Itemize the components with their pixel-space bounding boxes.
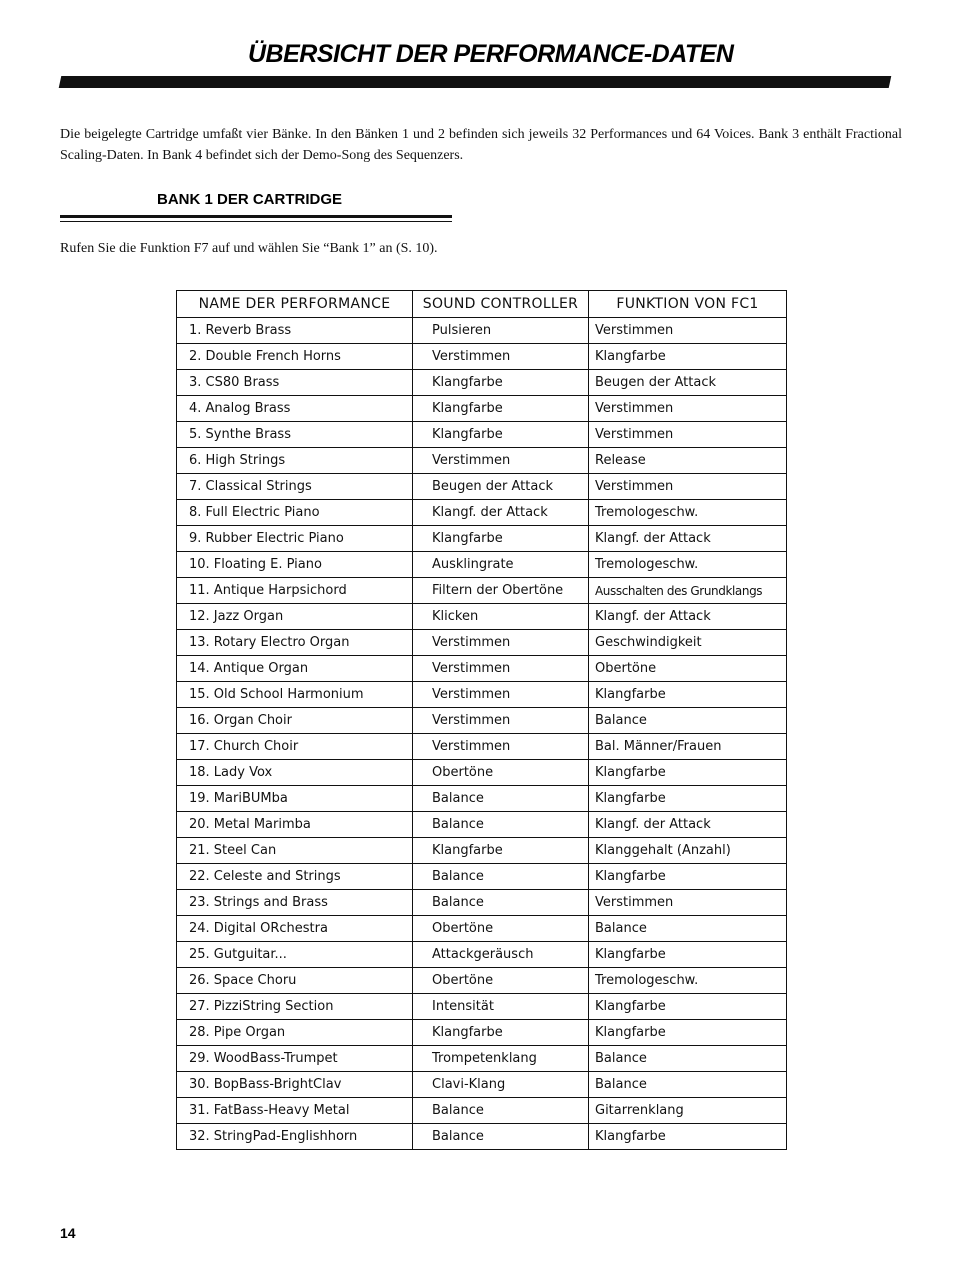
fc1-function-cell: Klangf. der Attack: [589, 604, 787, 630]
sound-controller-cell: Verstimmen: [413, 448, 589, 474]
performance-name-cell: 15. Old School Harmonium: [177, 682, 413, 708]
fc1-function-cell: Obertöne: [589, 656, 787, 682]
fc1-function-cell: Balance: [589, 916, 787, 942]
sound-controller-cell: Balance: [413, 1098, 589, 1124]
fc1-function-cell: Klangfarbe: [589, 760, 787, 786]
table-row: [177, 838, 787, 864]
performance-name-cell: 3. CS80 Brass: [177, 370, 413, 396]
table-row: [177, 682, 787, 708]
performance-name-cell: 16. Organ Choir: [177, 708, 413, 734]
performance-name-cell: 5. Synthe Brass: [177, 422, 413, 448]
performance-name-cell: 21. Steel Can: [177, 838, 413, 864]
table-row: [177, 656, 787, 682]
sound-controller-cell: Pulsieren: [413, 318, 589, 344]
fc1-function-cell: Verstimmen: [589, 318, 787, 344]
sound-controller-cell: Verstimmen: [413, 344, 589, 370]
sound-controller-cell: Beugen der Attack: [413, 474, 589, 500]
sound-controller-cell: Verstimmen: [413, 708, 589, 734]
performance-table: [176, 290, 787, 1150]
table-row: [177, 994, 787, 1020]
fc1-function-cell: Verstimmen: [589, 422, 787, 448]
performance-name-cell: 29. WoodBass-Trumpet: [177, 1046, 413, 1072]
instruction-text: Rufen Sie die Funktion F7 auf und wählen Sie “Bank 1” an (S. 10).: [60, 241, 438, 256]
section-rule-thin: [60, 221, 452, 222]
sound-controller-cell: Filtern der Obertöne: [413, 578, 589, 604]
sound-controller-cell: Intensität: [413, 994, 589, 1020]
sound-controller-cell: Obertöne: [413, 916, 589, 942]
table-row: [177, 396, 787, 422]
sound-controller-cell: Ausklingrate: [413, 552, 589, 578]
sound-controller-cell: Balance: [413, 812, 589, 838]
performance-name-cell: 14. Antique Organ: [177, 656, 413, 682]
sound-controller-cell: Trompetenklang: [413, 1046, 589, 1072]
fc1-function-cell: Balance: [589, 1072, 787, 1098]
sound-controller-cell: Klangf. der Attack: [413, 500, 589, 526]
fc1-function-cell: Balance: [589, 708, 787, 734]
table-row: [177, 812, 787, 838]
fc1-function-cell: Klangfarbe: [589, 344, 787, 370]
performance-name-cell: 22. Celeste and Strings: [177, 864, 413, 890]
table-row: [177, 1098, 787, 1124]
table-row: [177, 578, 787, 604]
sound-controller-cell: Attackgeräusch: [413, 942, 589, 968]
sound-controller-cell: Klangfarbe: [413, 422, 589, 448]
fc1-function-cell: Geschwindigkeit: [589, 630, 787, 656]
sound-controller-cell: Balance: [413, 890, 589, 916]
performance-name-cell: 19. MariBUMba: [177, 786, 413, 812]
sound-controller-cell: Obertöne: [413, 968, 589, 994]
table-row: [177, 942, 787, 968]
table-row: [177, 344, 787, 370]
performance-name-cell: 28. Pipe Organ: [177, 1020, 413, 1046]
fc1-function-cell: Balance: [589, 1046, 787, 1072]
performance-name-cell: 23. Strings and Brass: [177, 890, 413, 916]
title-underline-bar: [59, 76, 892, 88]
fc1-function-cell: Klangfarbe: [589, 864, 787, 890]
fc1-function-cell: Beugen der Attack: [589, 370, 787, 396]
fc1-function-cell: Bal. Männer/Frauen: [589, 734, 787, 760]
table-row: [177, 604, 787, 630]
sound-controller-cell: Balance: [413, 1124, 589, 1150]
table-row: [177, 1124, 787, 1150]
table-row: [177, 864, 787, 890]
fc1-function-cell: Klangfarbe: [589, 942, 787, 968]
performance-name-cell: 24. Digital ORchestra: [177, 916, 413, 942]
table-row: [177, 734, 787, 760]
section-heading: BANK 1 DER CARTRIDGE: [157, 191, 343, 208]
table-header-row: [177, 291, 787, 318]
fc1-function-cell: Klangfarbe: [589, 1020, 787, 1046]
sound-controller-cell: Klicken: [413, 604, 589, 630]
sound-controller-cell: Verstimmen: [413, 682, 589, 708]
table-row: [177, 890, 787, 916]
table-row: [177, 916, 787, 942]
fc1-function-cell: Release: [589, 448, 787, 474]
table-row: [177, 422, 787, 448]
fc1-function-cell: Klangf. der Attack: [589, 812, 787, 838]
fc1-function-cell: Klangfarbe: [589, 786, 787, 812]
table-row: [177, 474, 787, 500]
fc1-function-cell: Ausschalten des Grundklangs: [589, 578, 787, 604]
sound-controller-cell: Balance: [413, 864, 589, 890]
table-row: [177, 370, 787, 396]
performance-name-cell: 2. Double French Horns: [177, 344, 413, 370]
column-header-fc1-function: FUNKTION VON FC1: [589, 291, 787, 318]
table-row: [177, 552, 787, 578]
fc1-function-cell: Tremologeschw.: [589, 500, 787, 526]
performance-name-cell: 32. StringPad-Englishhorn: [177, 1124, 413, 1150]
performance-name-cell: 8. Full Electric Piano: [177, 500, 413, 526]
table-row: [177, 1020, 787, 1046]
performance-name-cell: 10. Floating E. Piano: [177, 552, 413, 578]
fc1-function-cell: Klangfarbe: [589, 1124, 787, 1150]
fc1-function-cell: Verstimmen: [589, 890, 787, 916]
fc1-function-cell: Verstimmen: [589, 396, 787, 422]
performance-name-cell: 17. Church Choir: [177, 734, 413, 760]
table-row: [177, 318, 787, 344]
fc1-function-cell: Verstimmen: [589, 474, 787, 500]
table-row: [177, 448, 787, 474]
intro-paragraph: Die beigelegte Cartridge umfaßt vier Bänke. In den Bänken 1 und 2 befinden sich jeweils 32 Performances und 64 Voices. Bank 3 enthält Fractional Scaling-Daten. In Bank 4 befindet sich der Demo-Song des Sequenzers.: [60, 127, 902, 163]
table-row: [177, 760, 787, 786]
fc1-function-cell: Tremologeschw.: [589, 968, 787, 994]
column-header-performance: NAME DER PERFORMANCE: [177, 291, 413, 318]
performance-name-cell: 25. Gutguitar...: [177, 942, 413, 968]
table-body: [177, 318, 787, 1150]
fc1-function-cell: Klangfarbe: [589, 994, 787, 1020]
fc1-function-cell: Klangf. der Attack: [589, 526, 787, 552]
page-title: ÜBERSICHT DER PERFORMANCE-DATEN: [248, 40, 734, 68]
sound-controller-cell: Klangfarbe: [413, 370, 589, 396]
table-row: [177, 500, 787, 526]
fc1-function-cell: Tremologeschw.: [589, 552, 787, 578]
sound-controller-cell: Klangfarbe: [413, 1020, 589, 1046]
performance-name-cell: 31. FatBass-Heavy Metal: [177, 1098, 413, 1124]
sound-controller-cell: Verstimmen: [413, 656, 589, 682]
sound-controller-cell: Clavi-Klang: [413, 1072, 589, 1098]
table-row: [177, 1046, 787, 1072]
sound-controller-cell: Verstimmen: [413, 734, 589, 760]
performance-name-cell: 9. Rubber Electric Piano: [177, 526, 413, 552]
section-rule: [60, 215, 452, 218]
table-row: [177, 526, 787, 552]
performance-name-cell: 27. PizziString Section: [177, 994, 413, 1020]
sound-controller-cell: Klangfarbe: [413, 526, 589, 552]
sound-controller-cell: Balance: [413, 786, 589, 812]
sound-controller-cell: Klangfarbe: [413, 396, 589, 422]
sound-controller-cell: Obertöne: [413, 760, 589, 786]
sound-controller-cell: Verstimmen: [413, 630, 589, 656]
fc1-function-cell: Klangfarbe: [589, 682, 787, 708]
table-row: [177, 786, 787, 812]
fc1-function-cell: Gitarrenklang: [589, 1098, 787, 1124]
performance-name-cell: 13. Rotary Electro Organ: [177, 630, 413, 656]
table-row: [177, 708, 787, 734]
sound-controller-cell: Klangfarbe: [413, 838, 589, 864]
fc1-function-cell: Klanggehalt (Anzahl): [589, 838, 787, 864]
performance-name-cell: 20. Metal Marimba: [177, 812, 413, 838]
performance-name-cell: 11. Antique Harpsichord: [177, 578, 413, 604]
performance-name-cell: 4. Analog Brass: [177, 396, 413, 422]
table-row: [177, 1072, 787, 1098]
performance-name-cell: 26. Space Choru: [177, 968, 413, 994]
performance-name-cell: 1. Reverb Brass: [177, 318, 413, 344]
table-row: [177, 630, 787, 656]
performance-name-cell: 6. High Strings: [177, 448, 413, 474]
performance-name-cell: 12. Jazz Organ: [177, 604, 413, 630]
performance-name-cell: 18. Lady Vox: [177, 760, 413, 786]
column-header-sound-controller: SOUND CONTROLLER: [413, 291, 589, 318]
performance-name-cell: 30. BopBass-BrightClav: [177, 1072, 413, 1098]
page-number: 14: [60, 1225, 76, 1241]
table-row: [177, 968, 787, 994]
performance-name-cell: 7. Classical Strings: [177, 474, 413, 500]
